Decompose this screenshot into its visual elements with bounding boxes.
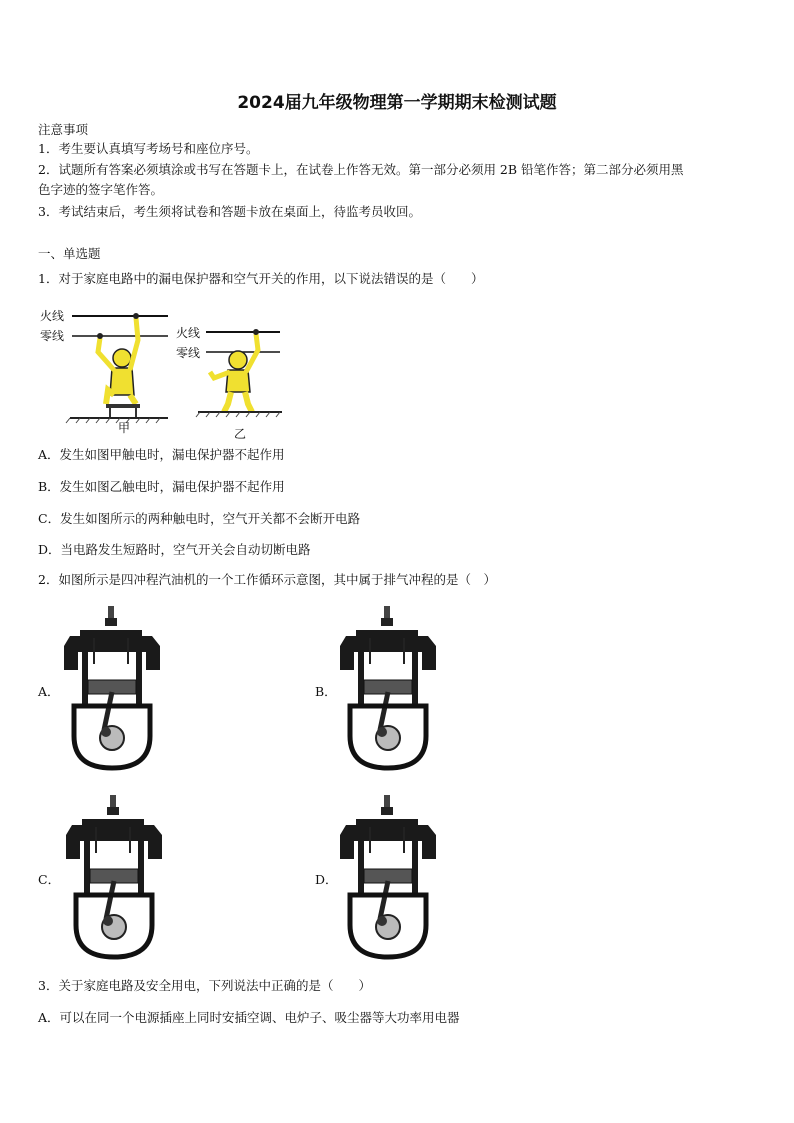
live-wire-label-left: 火线	[40, 309, 65, 323]
live-wire-label-right: 火线	[176, 326, 201, 340]
neutral-wire-label-left: 零线	[40, 329, 65, 343]
q3-stem: 3．关于家庭电路及安全用电，下列说法中正确的是（ ）	[38, 978, 371, 993]
notice-item-2: 2．试题所有答案必须填涂或书写在答题卡上，在试卷上作答无效。第一部分必须用 2B 铅笔作答；第二部分必须用黑	[38, 162, 684, 177]
q1-stem: 1．对于家庭电路中的漏电保护器和空气开关的作用，以下说法错误的是（ ）	[38, 271, 484, 286]
page-title: 2024届九年级物理第一学期期末检测试题	[237, 93, 557, 113]
q1-option-c: C．发生如图所示的两种触电时，空气开关都不会断开电路	[38, 511, 361, 526]
q2-option-b-label: B．	[315, 684, 337, 699]
section-heading: 一、单选题	[38, 246, 101, 261]
q1-option-d: D．当电路发生短路时，空气开关会自动切断电路	[38, 542, 311, 557]
neutral-wire-label-right: 零线	[176, 346, 201, 360]
notice-item-2-cont: 色字迹的签字笔作答。	[38, 182, 164, 197]
q1-option-a: A．发生如图甲触电时，漏电保护器不起作用	[38, 447, 285, 462]
q1-option-b: B．发生如图乙触电时，漏电保护器不起作用	[38, 479, 285, 494]
q2-stem: 2．如图所示是四冲程汽油机的一个工作循环示意图，其中属于排气冲程的是（ ）	[38, 572, 496, 587]
notice-item-1: 1．考生要认真填写考场号和座位序号。	[38, 141, 259, 156]
notice-item-3: 3．考试结束后，考生须将试卷和答题卡放在桌面上，待监考员收回。	[38, 204, 421, 219]
notice-heading: 注意事项	[38, 122, 89, 137]
q2-option-a-label: A．	[38, 684, 60, 699]
q2-option-d-label: D．	[315, 872, 338, 887]
q3-option-a: A．可以在同一个电源插座上同时安插空调、电炉子、吸尘器等大功率用电器	[38, 1010, 460, 1025]
caption-right: 乙	[234, 427, 247, 441]
q2-option-c-label: C．	[38, 872, 61, 887]
caption-left: 甲	[118, 421, 131, 435]
